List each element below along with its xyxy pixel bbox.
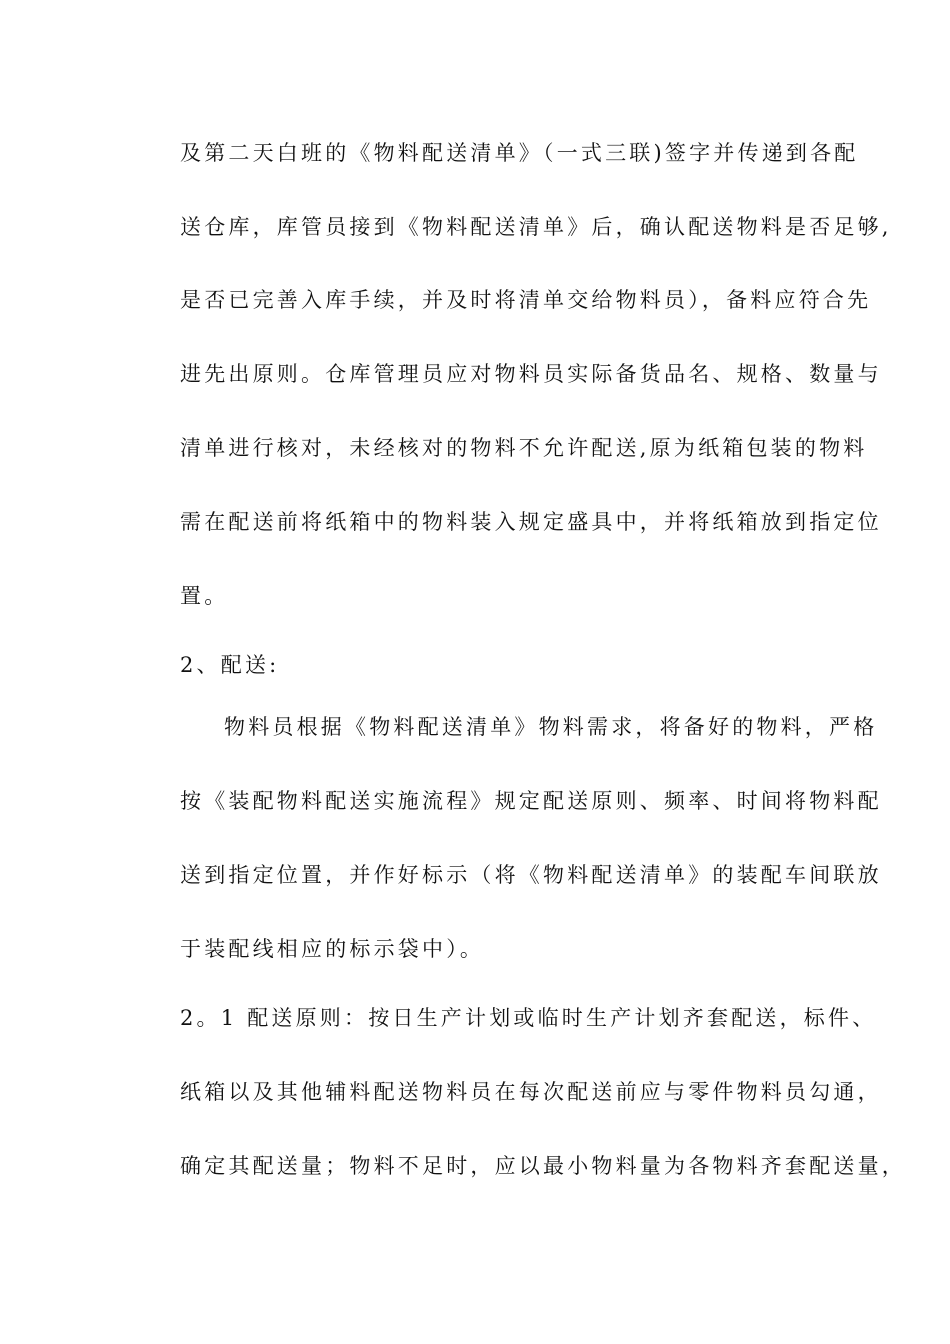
text-line: 进先出原则。仓库管理员应对物料员实际备货品名、规格、数量与	[180, 362, 882, 386]
text-line: 按《装配物料配送实施流程》规定配送原则、频率、时间将物料配	[180, 789, 882, 813]
text-line: 置。	[180, 584, 229, 608]
text-line: 送仓库，库管员接到《物料配送清单》后，确认配送物料是否足够,	[180, 215, 892, 239]
text-line: 于装配线相应的标示袋中）。	[180, 937, 485, 961]
text-line: 需在配送前将纸箱中的物料装入规定盛具中，并将纸箱放到指定位	[180, 510, 882, 534]
text-line: 清单进行核对，未经核对的物料不允许配送,原为纸箱包装的物料	[180, 436, 868, 460]
subsection-line: 2。1 配送原则：按日生产计划或临时生产计划齐套配送，标件、	[180, 1006, 877, 1030]
text-line: 是否已完善入库手续，并及时将清单交给物料员），备料应符合先	[180, 288, 872, 312]
text-line: 确定其配送量；物料不足时，应以最小物料量为各物料齐套配送量，	[180, 1154, 906, 1178]
text-line: 物料员根据《物料配送清单》物料需求，将备好的物料，严格	[224, 715, 878, 739]
section-heading: 2、配送:	[180, 653, 280, 677]
text-line: 纸箱以及其他辅料配送物料员在每次配送前应与零件物料员勾通，	[180, 1080, 882, 1104]
text-line: 及第二天白班的《物料配送清单》（一式三联)签字并传递到各配	[180, 141, 859, 165]
text-line: 送到指定位置，并作好标示（将《物料配送清单》的装配车间联放	[180, 863, 882, 887]
